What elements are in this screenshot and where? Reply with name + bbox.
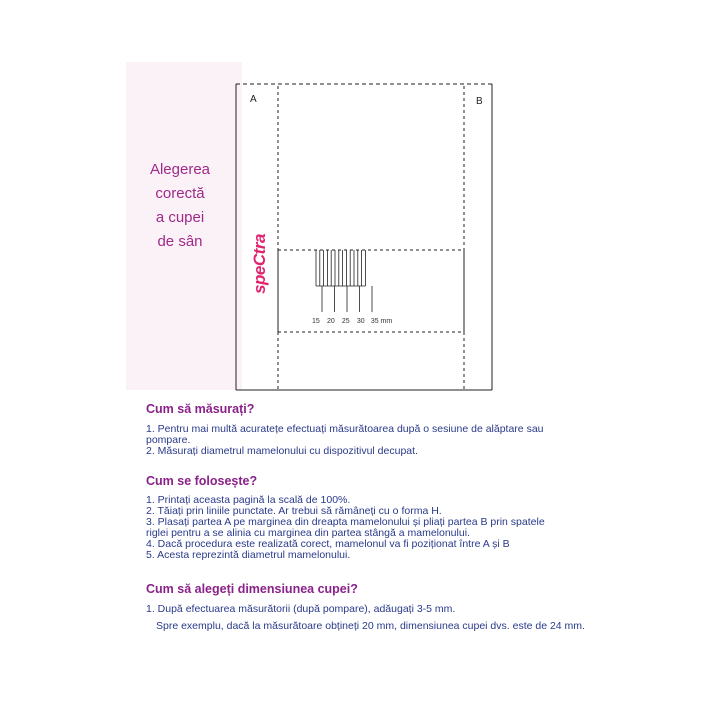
tagline-line: a cupei	[155, 209, 205, 226]
instruction-item: 2. Tăiați prin liniile punctate. Ar trebui să rămâneți cu o forma H.	[146, 505, 442, 517]
section-body-usage	[146, 495, 566, 561]
scale-label: 30	[356, 318, 365, 325]
section-title-usage: Cum se folosește?	[146, 474, 258, 488]
instruction-item: 4. Dacă procedura este realizată corect, mamelonul va fi poziționat între A și B	[146, 538, 510, 550]
instruction-item: 3. Plasați partea A pe marginea din dreapta mamelonului și pliați partea B prin spatele riglei pentru a se alinia cu marginea din partea stângă a mamelonului.	[146, 516, 545, 539]
section-body-cup-size	[146, 604, 606, 632]
measurement-comb	[316, 250, 372, 312]
instruction-item: 2. Măsurați diametrul mamelonului cu dispozitivul decupat.	[146, 445, 418, 457]
scale-label: 15	[312, 318, 320, 325]
scale-label: 25	[341, 318, 350, 325]
tagline-line: de sân	[157, 233, 203, 250]
section-title-cup-size: Cum să alegeți dimensiunea cupei?	[146, 582, 358, 596]
section-title-measure: Cum să măsurați?	[146, 402, 255, 416]
section-body-measure	[146, 424, 566, 457]
instruction-item: Spre exemplu, dacă la măsurătoare obțineți 20 mm, dimensiunea cupei dvs. este de 24 mm.	[156, 620, 585, 632]
panel-label-b: B	[476, 96, 483, 107]
panel-label-a: A	[250, 94, 257, 105]
instruction-item: 1. Printați aceasta pagină la scală de 100%.	[146, 494, 351, 506]
scale-labels	[312, 318, 392, 325]
tagline-line: Alegerea	[149, 161, 211, 178]
spectra-logo: speCtra	[250, 234, 269, 294]
instruction-item: 5. Acesta reprezintă diametrul mamelonului.	[146, 549, 351, 561]
scale-label: 35 mm	[370, 318, 393, 325]
instruction-item: 1. Pentru mai multă acuratețe efectuați măsurătoarea după o sesiune de alăptare sau pompare.	[146, 423, 544, 446]
instruction-item: 1. După efectuarea măsurătorii (după pompare), adăugați 3-5 mm.	[146, 603, 456, 615]
scale-label: 20	[326, 318, 335, 325]
tagline-line: corectă	[155, 185, 205, 202]
